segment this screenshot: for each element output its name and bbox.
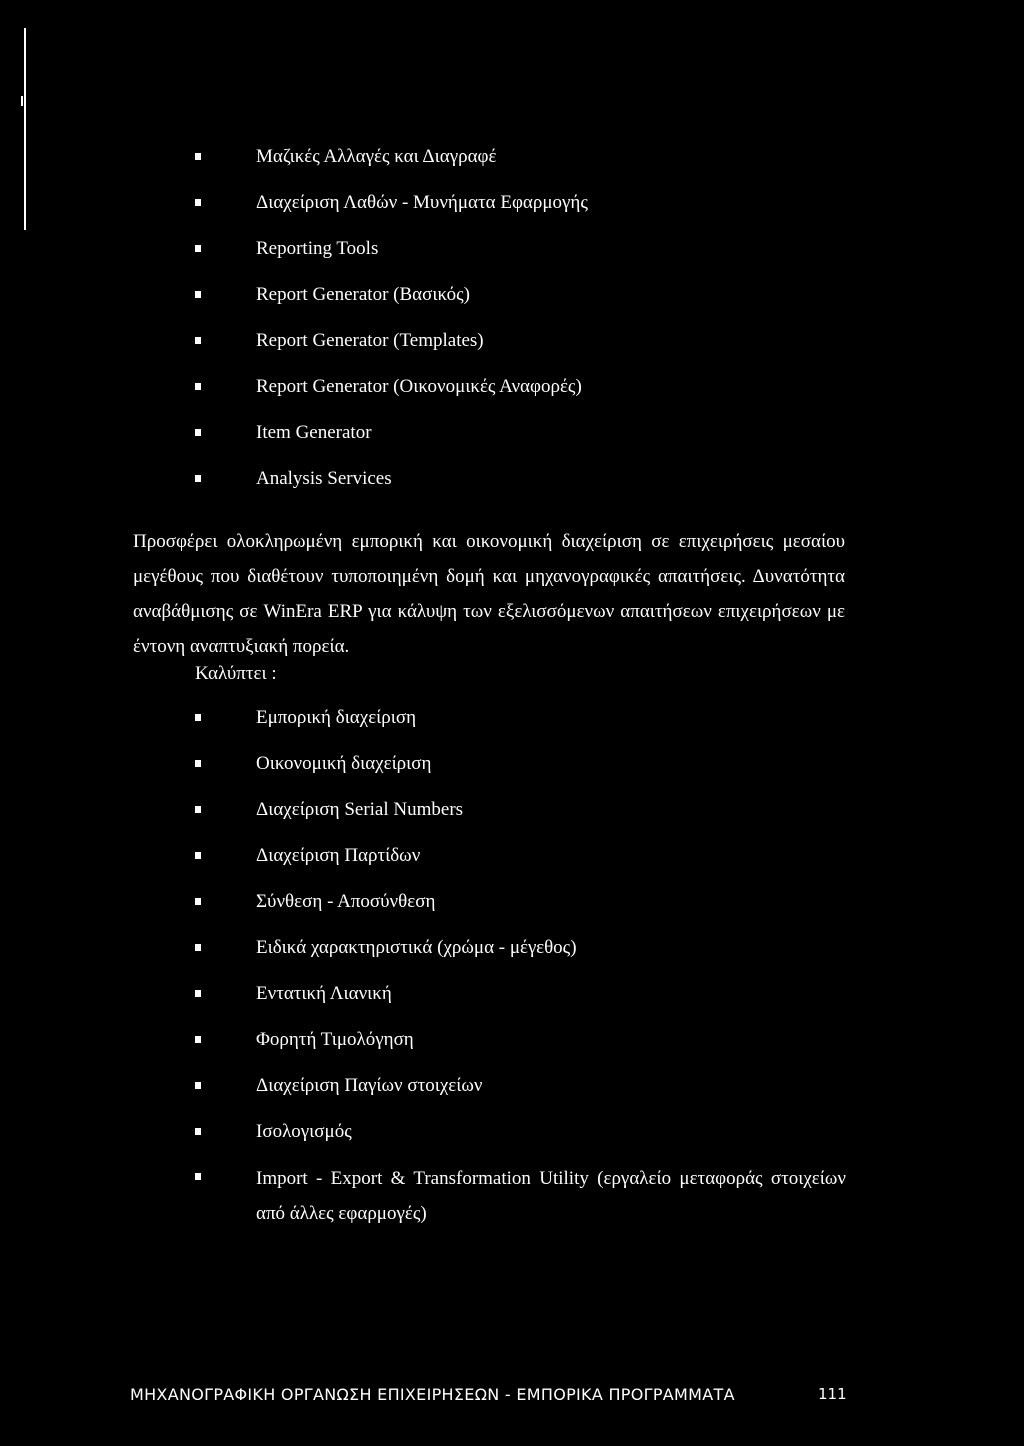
list-item-text: Εντατική Λιανική — [256, 983, 392, 1004]
list-item — [195, 843, 855, 889]
list-item-text: Σύνθεση - Αποσύνθεση — [256, 891, 436, 912]
list-item-text: Report Generator (Templates) — [256, 330, 484, 351]
list-item — [195, 282, 855, 328]
bullet-icon — [195, 760, 201, 767]
bullet-icon — [195, 475, 201, 482]
list-item — [195, 1027, 855, 1073]
list-item-text: Report Generator (Οικονομικές Αναφορές) — [256, 376, 582, 397]
list-item-text: Διαχείριση Λαθών - Μυνήματα Εφαρμογής — [256, 192, 588, 213]
list-item — [195, 1073, 855, 1119]
features-list-bottom — [195, 705, 855, 1235]
bullet-icon — [195, 199, 201, 206]
list-item-text: Import - Export & Transformation Utility (εργαλείο μεταφοράς στοιχείων από άλλες εφαρμογές) — [256, 1168, 846, 1224]
bullet-icon — [195, 990, 201, 997]
list-item — [195, 190, 855, 236]
list-item — [195, 466, 855, 512]
bullet-icon — [195, 852, 201, 859]
bullet-icon — [195, 1128, 201, 1135]
bullet-icon — [195, 383, 201, 390]
bullet-icon — [195, 714, 201, 721]
list-item-text: Διαχείριση Serial Numbers — [256, 799, 464, 820]
list-item — [195, 1119, 855, 1165]
features-list-top — [195, 144, 855, 512]
list-item — [195, 705, 855, 751]
list-item-text: Reporting Tools — [256, 238, 379, 259]
bullet-icon — [195, 429, 201, 436]
list-item-text: Analysis Services — [256, 468, 392, 489]
list-item — [195, 420, 855, 466]
bullet-icon — [195, 291, 201, 298]
list-item — [195, 236, 855, 282]
list-item-text: Φορητή Τιμολόγηση — [256, 1029, 414, 1050]
list-item-text: Ειδικά χαρακτηριστικά (χρώμα - μέγεθος) — [256, 937, 577, 958]
bullet-icon — [195, 944, 201, 951]
list-item-text: Διαχείριση Παρτίδων — [256, 845, 421, 866]
bullet-icon — [195, 153, 201, 160]
bullet-icon — [195, 245, 201, 252]
list-item — [195, 981, 855, 1027]
bullet-icon — [195, 806, 201, 813]
list-item — [195, 751, 855, 797]
list-item — [195, 797, 855, 843]
bullet-icon — [195, 337, 201, 344]
list-item-text: Οικονομική διαχείριση — [256, 753, 432, 774]
list-item — [195, 144, 855, 190]
list-item-text: Item Generator — [256, 422, 372, 443]
bullet-icon — [195, 1036, 201, 1043]
list-item-text: Εμπορική διαχείριση — [256, 707, 417, 728]
page-number: 111 — [818, 1385, 847, 1403]
list-item — [195, 889, 855, 935]
list-item — [195, 1165, 855, 1235]
list-item-text: Report Generator (Βασικός) — [256, 284, 470, 305]
bullet-icon — [195, 1173, 201, 1180]
footer-title: ΜΗΧΑΝΟΓΡΑΦΙΚΗ ΟΡΓΑΝΩΣΗ ΕΠΙΧΕΙΡΗΣΕΩΝ - ΕΜΠΟΡΙΚΑ ΠΡΟΓΡΑΜΜΑΤΑ — [130, 1385, 735, 1404]
list-item-text: Διαχείριση Παγίων στοιχείων — [256, 1075, 483, 1096]
list-item — [195, 935, 855, 981]
list-item-text: Ισολογισμός — [256, 1121, 352, 1142]
list-item — [195, 374, 855, 420]
list-item-text: Μαζικές Αλλαγές και Διαγραφέ — [256, 146, 497, 167]
margin-tick — [21, 96, 23, 106]
list-item — [195, 328, 855, 374]
description-paragraph: Προσφέρει ολοκληρωμένη εμπορική και οικονομική διαχείριση σε επιχειρήσεις μεσαίου μεγέθους που διαθέτουν τυποποιημένη δομή και μηχανογραφικές απαιτήσεις. Δυνατότητα αναβάθμισης σε WinEra ERP για κάλυψη των εξελισσόμενων απαιτήσεων επιχειρήσεων με έντονη αναπτυξιακή πορεία. — [133, 531, 845, 657]
margin-rule — [24, 28, 26, 230]
bullet-icon — [195, 1082, 201, 1089]
covers-label: Καλύπτει : — [195, 663, 277, 684]
bullet-icon — [195, 898, 201, 905]
